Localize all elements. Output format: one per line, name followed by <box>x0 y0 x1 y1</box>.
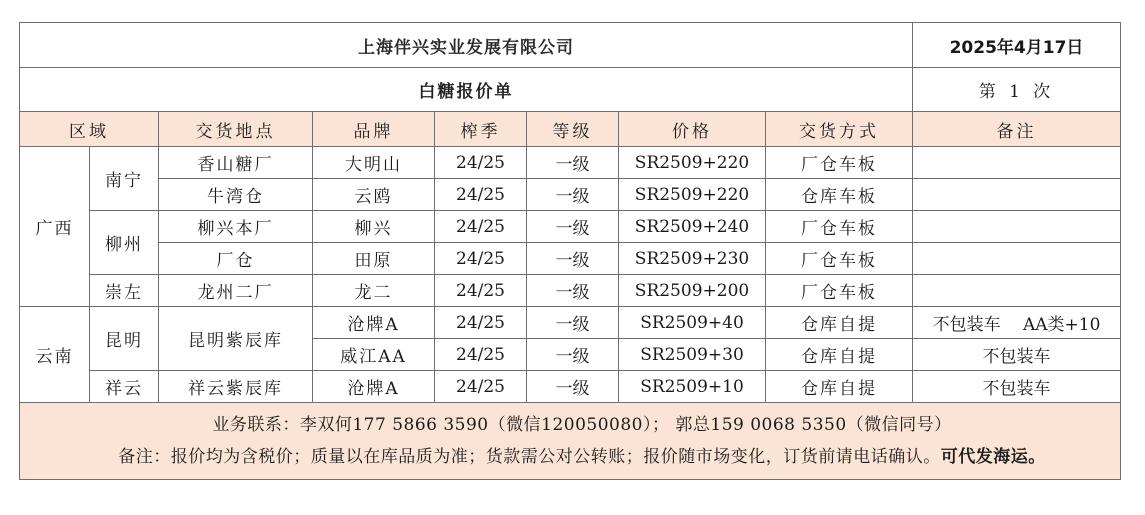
location-cell: 厂仓 <box>159 243 313 275</box>
brand-cell: 柳兴 <box>313 211 435 243</box>
city-cell: 崇左 <box>90 275 159 307</box>
header-region: 区域 <box>20 112 159 147</box>
season-cell: 24/25 <box>435 307 527 339</box>
grade-cell: 一级 <box>527 275 619 307</box>
sheet-subtitle: 白糖报价单 <box>20 68 913 112</box>
remark-text: 备注：报价均为含税价；质量以在库品质为准；货款需公对公转账；报价随市场变化，订货前请电话确认。 <box>118 447 941 467</box>
header-grade: 等级 <box>527 112 619 147</box>
season-cell: 24/25 <box>435 275 527 307</box>
season-cell: 24/25 <box>435 371 527 403</box>
table-row <box>20 275 1121 307</box>
note-cell <box>913 147 1121 179</box>
price-cell: SR2509+30 <box>619 339 766 371</box>
header-season: 榨季 <box>435 112 527 147</box>
price-cell: SR2509+10 <box>619 371 766 403</box>
delivery-cell: 仓库车板 <box>766 179 913 211</box>
location-cell: 柳兴本厂 <box>159 211 313 243</box>
brand-cell: 威江AA <box>313 339 435 371</box>
header-location: 交货地点 <box>159 112 313 147</box>
price-cell: SR2509+240 <box>619 211 766 243</box>
table-row <box>20 211 1121 243</box>
location-cell: 香山糖厂 <box>159 147 313 179</box>
grade-cell: 一级 <box>527 243 619 275</box>
brand-cell: 大明山 <box>313 147 435 179</box>
location-cell: 昆明紫辰库 <box>159 307 313 371</box>
contact-line: 业务联系：李双何177 5866 3590（微信120050080）； 郭总159 0068 5350（微信同号） <box>212 415 952 435</box>
season-cell: 24/25 <box>435 211 527 243</box>
location-cell: 龙州二厂 <box>159 275 313 307</box>
table-row <box>20 371 1121 403</box>
quote-count: 第 1 次 <box>913 68 1121 112</box>
header-note: 备注 <box>913 112 1121 147</box>
note-cell: 不包装车 <box>913 339 1121 371</box>
season-cell: 24/25 <box>435 147 527 179</box>
delivery-cell: 厂仓车板 <box>766 275 913 307</box>
note-cell <box>913 211 1121 243</box>
brand-cell: 沧牌A <box>313 307 435 339</box>
grade-cell: 一级 <box>527 371 619 403</box>
delivery-cell: 厂仓车板 <box>766 243 913 275</box>
note-cell: 不包装车 AA类+10 <box>913 307 1121 339</box>
brand-cell: 沧牌A <box>313 371 435 403</box>
quote-date: 2025年4月17日 <box>913 23 1121 68</box>
table-row <box>20 307 1121 339</box>
price-cell: SR2509+220 <box>619 147 766 179</box>
header-brand: 品牌 <box>313 112 435 147</box>
delivery-cell: 厂仓车板 <box>766 147 913 179</box>
location-cell: 牛湾仓 <box>159 179 313 211</box>
table-row <box>20 179 1121 211</box>
note-cell <box>913 275 1121 307</box>
price-sheet-table <box>19 22 1121 480</box>
region-cell: 云南 <box>20 307 90 403</box>
brand-cell: 田原 <box>313 243 435 275</box>
city-cell: 祥云 <box>90 371 159 403</box>
grade-cell: 一级 <box>527 179 619 211</box>
table-row <box>20 147 1121 179</box>
header-delivery: 交货方式 <box>766 112 913 147</box>
grade-cell: 一级 <box>527 147 619 179</box>
note-cell: 不包装车 <box>913 371 1121 403</box>
grade-cell: 一级 <box>527 307 619 339</box>
grade-cell: 一级 <box>527 211 619 243</box>
table-row <box>20 243 1121 275</box>
delivery-cell: 仓库自提 <box>766 307 913 339</box>
grade-cell: 一级 <box>527 339 619 371</box>
location-cell: 祥云紫辰库 <box>159 371 313 403</box>
brand-cell: 龙二 <box>313 275 435 307</box>
company-title: 上海伴兴实业发展有限公司 <box>20 23 913 68</box>
table-header-row <box>20 112 1121 147</box>
price-cell: SR2509+40 <box>619 307 766 339</box>
region-cell: 广西 <box>20 147 90 307</box>
header-price: 价格 <box>619 112 766 147</box>
season-cell: 24/25 <box>435 179 527 211</box>
season-cell: 24/25 <box>435 243 527 275</box>
note-cell <box>913 179 1121 211</box>
delivery-cell: 厂仓车板 <box>766 211 913 243</box>
brand-cell: 云鸥 <box>313 179 435 211</box>
delivery-cell: 仓库自提 <box>766 371 913 403</box>
price-cell: SR2509+220 <box>619 179 766 211</box>
city-cell: 昆明 <box>90 307 159 371</box>
city-cell: 南宁 <box>90 147 159 211</box>
delivery-cell: 仓库自提 <box>766 339 913 371</box>
remark-line <box>20 441 1120 473</box>
season-cell: 24/25 <box>435 339 527 371</box>
footer-block <box>20 403 1121 480</box>
note-cell <box>913 243 1121 275</box>
price-cell: SR2509+200 <box>619 275 766 307</box>
price-cell: SR2509+230 <box>619 243 766 275</box>
remark-bold-text: 可代发海运。 <box>940 447 1046 467</box>
city-cell: 柳州 <box>90 211 159 275</box>
